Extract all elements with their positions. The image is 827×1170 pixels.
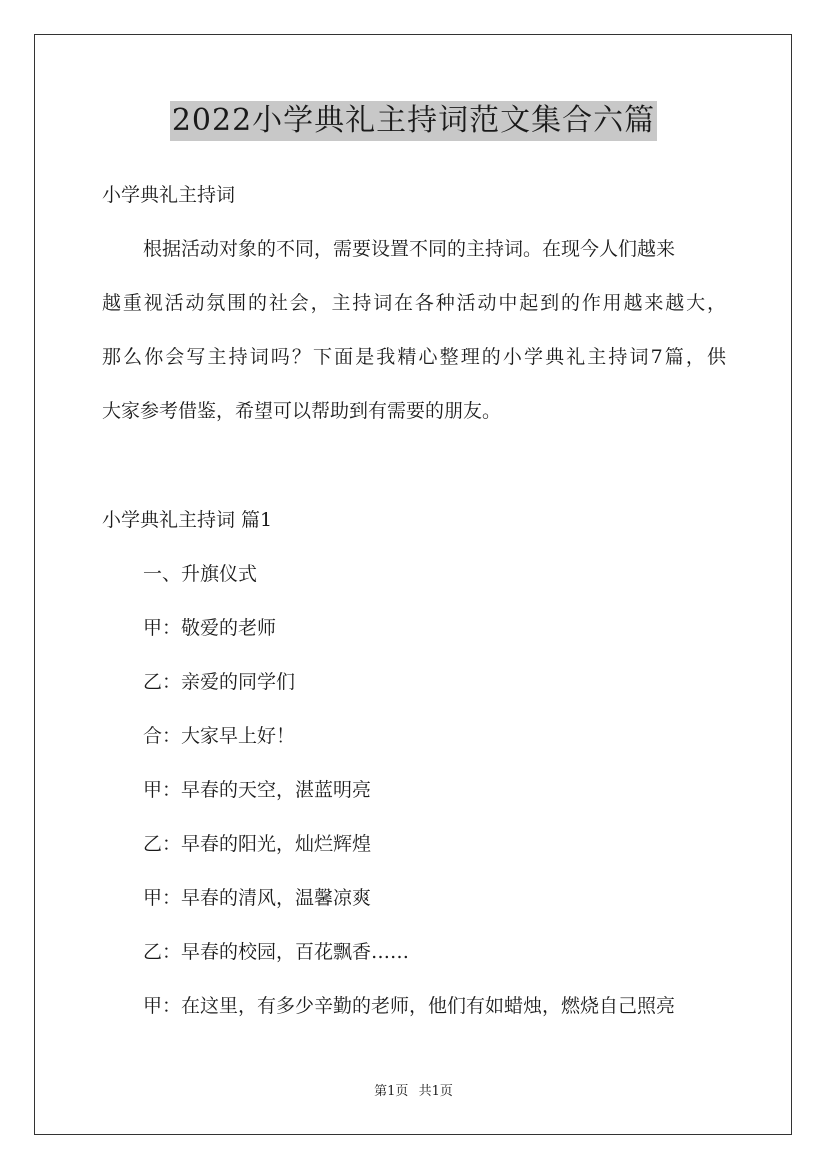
body-line-8: 乙：早春的校园，百花飘香…… [143, 941, 410, 963]
body-line-9: 甲：在这里，有多少辛勤的老师，他们有如蜡烛，燃烧自己照亮 [143, 995, 676, 1017]
title-container [0, 101, 827, 141]
body-line-5: 甲：早春的天空，湛蓝明亮 [143, 779, 372, 801]
intro-line-3: 那么你会写主持词吗？下面是我精心整理的小学典礼主持词7篇，供 [102, 346, 726, 368]
page-total: 共1页 [418, 1084, 453, 1099]
page-footer [0, 1084, 827, 1100]
body-line-7: 甲：早春的清风，温馨凉爽 [143, 887, 372, 909]
body-line-1: 一、升旗仪式 [143, 563, 258, 585]
body-line-2: 甲：敬爱的老师 [143, 617, 277, 639]
body-line-6: 乙：早春的阳光，灿烂辉煌 [143, 833, 372, 855]
body-line-4: 合：大家早上好！ [143, 725, 296, 747]
document-title: 2022小学典礼主持词范文集合六篇 [170, 101, 657, 141]
section-heading: 小学典礼主持词 篇1 [102, 509, 273, 531]
intro-line-4: 大家参考借鉴，希望可以帮助到有需要的朋友。 [102, 400, 502, 422]
intro-line-1: 根据活动对象的不同，需要设置不同的主持词。在现今人们越来 [143, 238, 676, 260]
body-line-3: 乙：亲爱的同学们 [143, 671, 296, 693]
intro-line-2: 越重视活动氛围的社会，主持词在各种活动中起到的作用越来越大， [102, 292, 726, 314]
page-current: 第1页 [374, 1084, 409, 1099]
subtitle: 小学典礼主持词 [102, 184, 236, 206]
